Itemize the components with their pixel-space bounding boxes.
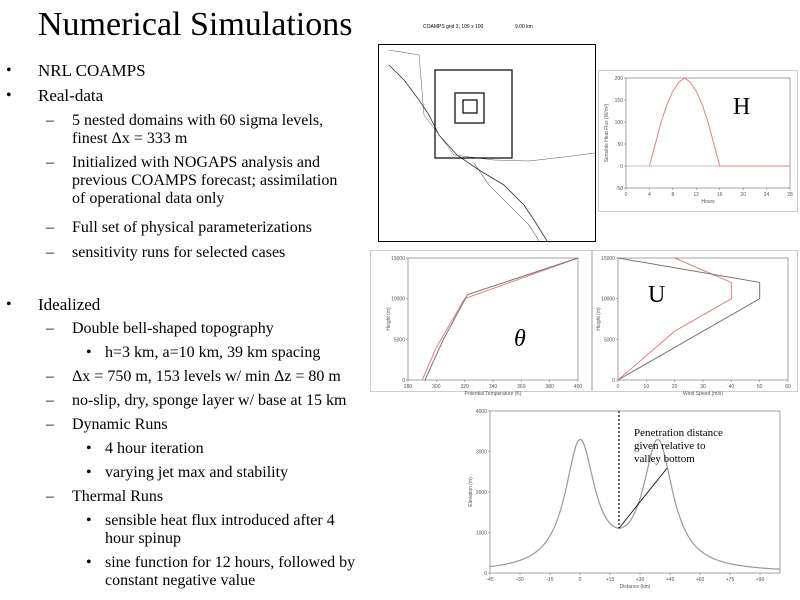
bullet-text: sensible heat flux introduced after 4	[105, 512, 335, 529]
y-tick-label: 10000	[391, 296, 405, 303]
x-tick-label: 320	[460, 384, 469, 390]
y-tick-label: 1000	[475, 530, 487, 537]
x-tick-label: 16	[716, 192, 723, 198]
x-tick-label: +90	[755, 577, 765, 583]
x-axis-label: Distance (km)	[619, 584, 651, 590]
bullet-text: Double bell-shaped topography	[72, 320, 274, 337]
domain-mid	[455, 93, 484, 123]
y-tick-label: 5000	[603, 337, 615, 344]
dash-marker: –	[46, 416, 54, 433]
bullet-text: sensitivity runs for selected cases	[72, 244, 286, 261]
x-tick-label: +30	[635, 577, 645, 583]
x-tick-label: 8	[671, 192, 675, 198]
bullet-text: constant negative value	[105, 572, 256, 589]
h-label: H	[733, 94, 751, 120]
y-tick-label: 0	[402, 378, 405, 384]
y-tick-label: 0	[620, 164, 623, 170]
heat-flux-chart	[598, 72, 793, 205]
bullet-list	[0, 0, 390, 600]
bullet-text: of operational data only	[72, 190, 225, 207]
slide-title: Numerical Simulations	[38, 6, 353, 43]
bullet-marker: •	[86, 512, 92, 529]
plot-frame	[626, 78, 790, 188]
bullet-text: 5 nested domains with 60 sigma levels,	[72, 112, 324, 129]
x-tick-label: 50	[756, 384, 763, 390]
y-axis-label: Height (m)	[596, 307, 602, 331]
x-axis-label: Wind Speed (m/s)	[682, 391, 724, 397]
bullet-text: varying jet max and stability	[105, 464, 289, 481]
y-tick-label: 4000	[475, 409, 487, 415]
map-caption: COAMPS grid 3, 109 x 100	[423, 24, 484, 30]
bullet-text: NRL COAMPS	[38, 61, 146, 80]
state-border	[389, 50, 595, 161]
x-tick-label: 12	[693, 192, 700, 198]
bullet-marker: •	[86, 440, 92, 457]
bullet-text: Initialized with NOGAPS analysis and	[72, 154, 320, 171]
x-tick-label: -45	[486, 577, 494, 583]
y-tick-label: 100	[614, 120, 623, 126]
plot-frame	[618, 258, 788, 380]
x-tick-label: -30	[516, 577, 524, 583]
y-tick-label: 200	[614, 76, 623, 82]
bullet-marker: •	[6, 87, 12, 104]
x-tick-label: +15	[605, 577, 615, 583]
series-line	[425, 258, 578, 380]
baja-coast	[474, 163, 539, 241]
x-tick-label: 400	[573, 384, 583, 390]
dash-marker: –	[46, 368, 54, 385]
y-axis-label: Height (m)	[386, 307, 392, 331]
topography-chart	[470, 405, 790, 595]
dash-marker: –	[46, 320, 54, 337]
y-tick-label: 0	[612, 378, 615, 384]
u-label: U	[648, 282, 666, 308]
bullet-marker: •	[6, 296, 12, 313]
dash-marker: –	[46, 392, 54, 409]
series-line	[618, 258, 731, 380]
x-tick-label: 40	[728, 384, 735, 390]
x-tick-label: 380	[545, 384, 554, 390]
bullet-text: sine function for 12 hours, followed by	[105, 554, 356, 571]
x-tick-label: 280	[403, 384, 413, 390]
y-tick-label: 150	[614, 98, 623, 104]
y-tick-label: 15000	[601, 256, 615, 262]
bullet-marker: •	[86, 554, 92, 571]
bullet-text: no-slip, dry, sponge layer w/ base at 15 km	[72, 392, 347, 409]
bullet-text: Δx = 750 m, 153 levels w/ min Δz = 80 m	[72, 368, 341, 385]
x-tick-label: 20	[671, 384, 678, 390]
wind-chart	[594, 252, 791, 397]
x-tick-label: 340	[488, 384, 498, 390]
x-tick-label: -15	[546, 577, 554, 583]
x-tick-label: +75	[725, 577, 735, 583]
x-tick-label: +60	[695, 577, 705, 583]
bullet-marker: •	[6, 62, 12, 79]
x-tick-label: 28	[787, 192, 793, 198]
bullet-text: 4 hour iteration	[105, 440, 204, 457]
x-tick-label: 4	[648, 192, 651, 198]
bullet-text: Thermal Runs	[72, 488, 164, 505]
x-tick-label: 20	[740, 192, 746, 198]
y-tick-label: 50	[617, 142, 623, 148]
bullet-text: Full set of physical parameterizations	[72, 219, 312, 236]
bullet-marker: •	[86, 344, 92, 361]
dash-marker: –	[46, 244, 54, 261]
y-tick-label: 15000	[391, 256, 405, 262]
dash-marker: –	[46, 488, 54, 505]
x-tick-label: 60	[785, 384, 791, 390]
series-line	[649, 78, 790, 166]
domain-inner	[463, 100, 477, 113]
x-tick-label: 300	[432, 384, 441, 390]
bullet-text: Real-data	[38, 86, 104, 105]
bullet-text: Dynamic Runs	[72, 416, 168, 433]
x-tick-label: 30	[700, 384, 706, 390]
x-tick-label: 0	[616, 384, 620, 390]
map-resolution: 9.00 km	[515, 24, 533, 30]
annotation-pointer	[619, 468, 667, 528]
y-tick-label: -50	[615, 186, 623, 192]
y-tick-label: 3000	[475, 449, 487, 456]
x-tick-label: 24	[763, 192, 770, 198]
dash-marker: –	[46, 219, 54, 236]
y-axis-label: Elevation (m)	[468, 477, 474, 507]
x-tick-label: 0	[624, 192, 628, 198]
y-tick-label: 0	[484, 571, 487, 577]
x-tick-label: 10	[643, 384, 650, 390]
x-tick-label: 0	[578, 577, 582, 583]
series-line	[422, 258, 578, 380]
bullet-text: previous COAMPS forecast; assimilation	[72, 172, 338, 189]
coastline	[389, 65, 547, 241]
dash-marker: –	[46, 154, 54, 171]
bullet-text: h=3 km, a=10 km, 39 km spacing	[105, 344, 321, 361]
penetration-annotation: Penetration distance given relative to valley bottom	[634, 427, 723, 465]
x-axis-label: Potential Temperature (K)	[464, 391, 522, 397]
y-tick-label: 10000	[601, 296, 615, 303]
bullet-text: Idealized	[38, 295, 101, 314]
y-axis-label: Sensible Heat Flux (W/m²)	[604, 103, 610, 163]
bullet-marker: •	[86, 464, 92, 481]
dash-marker: –	[46, 112, 54, 129]
x-axis-label: Hours	[701, 199, 715, 205]
map-drawing	[379, 45, 595, 241]
x-tick-label: +45	[665, 577, 675, 583]
theta-label: θ	[514, 326, 526, 352]
y-tick-label: 2000	[475, 490, 487, 496]
bullet-text: hour spinup	[105, 530, 181, 547]
theta-chart	[372, 252, 583, 397]
bullet-text: finest Δx = 333 m	[72, 130, 188, 147]
x-tick-label: 360	[517, 384, 526, 390]
y-tick-label: 5000	[393, 337, 405, 344]
